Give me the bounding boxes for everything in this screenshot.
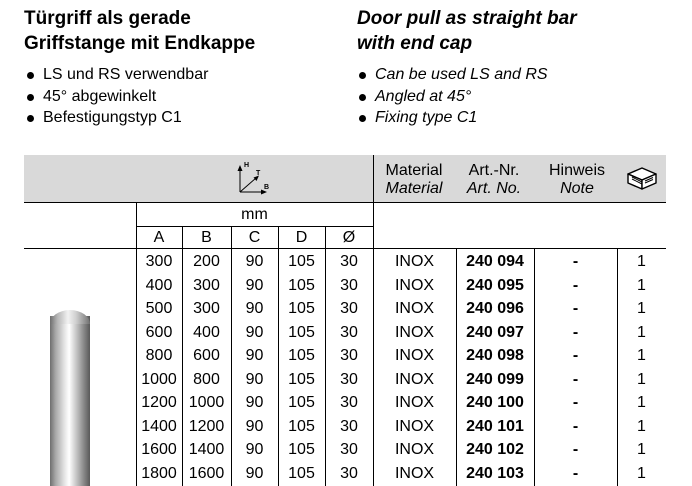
cell-note: - [572,300,579,317]
cell-b: 200 [193,253,220,270]
cell-note: - [572,464,579,482]
cell-material: INOX [394,300,435,317]
header-artnr-de: Art.-Nr. [468,162,520,179]
cell-quantity: 1 [637,276,646,294]
cell-d: 105 [288,394,315,411]
cell-b: 300 [193,276,220,294]
title-english-line-1: Door pull as straight bar [357,8,577,29]
cell-c: 90 [245,276,264,294]
col-header-c: C [248,229,261,246]
col-header-b: B [201,229,212,246]
axis-label-h: H [244,162,250,169]
cell-article-number: 240 094 [466,253,524,270]
header-note [537,162,617,198]
straight-bar-handle-image [50,316,90,486]
cell-b: 1600 [188,464,225,482]
cell-quantity: 1 [637,464,646,482]
cell-material: INOX [394,323,435,341]
cell-d: 105 [288,347,315,364]
end-cap-image [50,310,90,324]
cell-article-number: 240 102 [466,441,524,458]
cell-b: 400 [193,323,220,341]
cell-a: 400 [145,276,173,294]
features-german [26,64,208,129]
cell-c: 90 [245,253,264,270]
cell-material: INOX [394,441,435,458]
col-header-diameter: Ø [342,229,356,246]
cell-quantity: 1 [637,417,646,435]
cell-d: 105 [288,441,315,458]
cell-c: 90 [245,370,264,388]
cell-a: 800 [145,347,173,364]
header-separator-line [24,248,666,249]
cell-b: 1000 [188,394,225,411]
dimension-axes-icon [234,160,274,196]
cell-diameter: 30 [340,323,358,341]
header-material-en: Material [385,180,443,197]
cell-d: 105 [288,464,315,482]
cell-quantity: 1 [637,300,646,317]
cell-quantity: 1 [637,370,646,388]
cell-article-number: 240 095 [466,276,524,294]
feature-german-item: Befestigungstyp C1 [26,107,208,129]
cell-material: INOX [394,276,435,294]
mm-divider-line [136,226,373,227]
cell-diameter: 30 [340,394,358,411]
cell-b: 300 [193,300,220,317]
cell-article-number: 240 098 [466,347,524,364]
cell-material: INOX [394,394,435,411]
axis-label-t: T [256,170,261,177]
cell-article-number: 240 097 [466,323,524,341]
cell-quantity: 1 [637,323,646,341]
title-german [24,6,255,56]
title-english-line-2: with end cap [357,33,473,54]
axis-label-b: B [264,184,270,191]
cell-b: 600 [193,347,220,364]
cell-c: 90 [245,323,264,341]
cell-c: 90 [245,300,264,317]
cell-diameter: 30 [340,441,358,458]
header-hinweis-de: Hinweis [548,162,605,179]
cell-note: - [572,417,579,435]
cell-c: 90 [245,394,264,411]
col-header-d: D [295,229,308,246]
cell-diameter: 30 [340,370,358,388]
cell-d: 105 [288,276,315,294]
cell-a: 1800 [141,464,177,482]
header-material-de: Material [385,162,443,179]
cell-d: 105 [288,300,315,317]
cell-article-number: 240 101 [466,417,524,435]
cell-note: - [572,441,579,458]
cell-a: 1400 [141,417,177,435]
cell-material: INOX [394,417,435,435]
cell-diameter: 30 [340,417,358,435]
cell-note: - [572,370,579,388]
title-german-line-2: Griffstange mit Endkappe [24,33,256,54]
cell-b: 1200 [188,417,225,435]
cell-diameter: 30 [340,276,358,294]
cell-c: 90 [245,347,264,364]
cell-a: 1200 [141,394,177,411]
header-artnr-en: Art. No. [466,180,522,197]
header-article-number [456,162,532,198]
feature-english-item: Fixing type C1 [358,107,548,129]
features-english [358,64,548,129]
cell-d: 105 [288,417,315,435]
cell-material: INOX [394,347,435,364]
cell-a: 1600 [141,441,177,458]
cell-a: 500 [145,300,173,317]
title-english [357,6,577,56]
cell-c: 90 [245,441,264,458]
cell-quantity: 1 [637,253,646,270]
col-header-a: A [153,229,165,246]
header-note-en: Note [560,180,594,197]
feature-english-item: Can be used LS and RS [358,64,548,86]
unit-label: mm [241,206,268,223]
header-material [376,162,452,198]
cell-b: 800 [193,370,220,388]
cell-material: INOX [394,464,435,482]
cell-diameter: 30 [340,464,358,482]
cell-b: 1400 [188,441,225,458]
cell-quantity: 1 [637,347,646,364]
cell-c: 90 [245,417,264,435]
cell-article-number: 240 099 [466,370,524,388]
cell-d: 105 [288,253,315,270]
cell-note: - [572,276,579,294]
package-box-icon [625,165,659,191]
cell-a: 300 [145,253,173,270]
feature-german-item: LS und RS verwendbar [26,64,208,86]
cell-a: 600 [145,323,173,341]
cell-note: - [572,347,579,364]
header-bottom-line [24,202,666,203]
cell-article-number: 240 100 [466,394,524,411]
cell-quantity: 1 [637,394,646,411]
feature-english-item: Angled at 45° [358,86,548,108]
title-german-line-1: Türgriff als gerade [24,8,191,29]
cell-note: - [572,253,579,270]
cell-quantity: 1 [637,441,646,458]
cell-article-number: 240 103 [466,464,524,482]
cell-article-number: 240 096 [466,300,524,317]
cell-material: INOX [394,370,435,388]
cell-note: - [572,323,579,341]
cell-diameter: 30 [340,347,358,364]
cell-a: 1000 [141,370,177,388]
cell-diameter: 30 [340,253,358,270]
cell-d: 105 [288,370,315,388]
cell-d: 105 [288,323,315,341]
cell-diameter: 30 [340,300,358,317]
cell-note: - [572,394,579,411]
feature-german-item: 45° abgewinkelt [26,86,208,108]
cell-material: INOX [394,253,435,270]
cell-c: 90 [245,464,264,482]
